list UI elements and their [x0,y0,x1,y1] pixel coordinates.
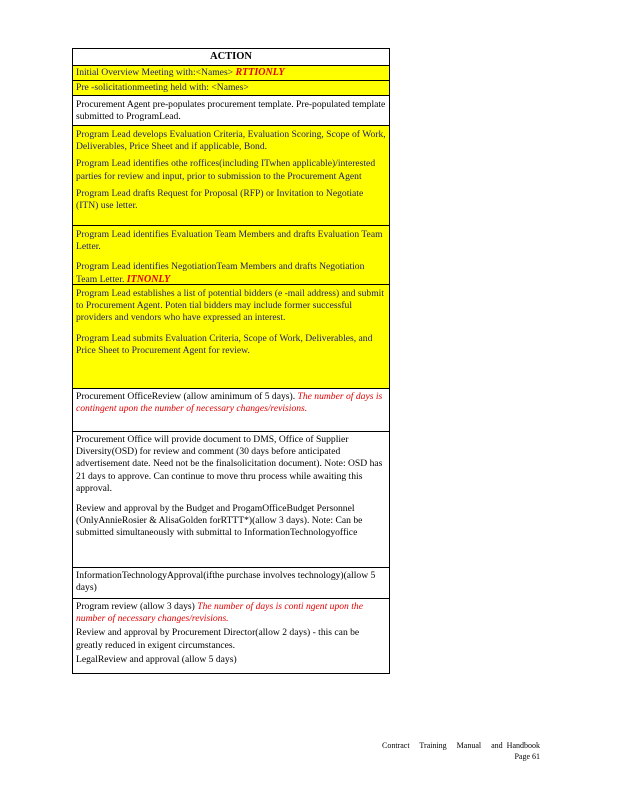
row-initial-overview [73,66,389,81]
paragraph [76,601,386,625]
row-it-approval [73,568,389,599]
paragraph: Procurement Office will provide document to DMS, Office of Supplier Diversity(OSD) for review and comment (30 days before anticipated advertisement date. Need not be the finalsolicitation document). Note: OSD has 21 days to approve. Can continue to move thru process while awaiting this approval. [76,434,383,494]
paragraph: Program Lead identifies othe roffices(including ITwhen applicable)/interested parties for review and input, prior to submission to the Procurement Agent [76,158,376,182]
paragraph-text: Program review (allow 3 days) [76,601,198,612]
row-text: Procurement OfficeReview (allow aminimum of 5 days). [76,391,298,402]
row-text: Procurement Agent pre-populates procurement template. Pre-populated template submitted to ProgramLead. [76,99,386,123]
page-number: Page 61 [514,752,540,761]
row-program-review [73,599,389,673]
row-note: The number of days is contingent upon the number of necessary changes/revisions. [76,391,383,415]
row-osd-review [73,432,389,568]
paragraph: Program Lead develops Evaluation Criteria, Evaluation Scoring, Scope of Work, Deliverables, Price Sheet and if applicable, Bond. [76,129,386,153]
rtti-only-tag: RTTIONLY [235,67,285,78]
row-procurement-template [73,96,389,126]
row-potential-bidders [73,285,389,389]
row-text: Initial Overview Meeting with:<Names> [76,67,236,78]
row-program-lead-develops [73,126,389,226]
row-note: The number of days is conti ngent upon the number of necessary changes/revisions. [76,601,363,625]
footer-title: Contract Training Manual and Handbook [382,741,540,750]
row-procurement-office-review [73,389,389,432]
table-header: ACTION [73,49,389,66]
itn-only-tag: ITNONLY [126,273,171,285]
page-footer [382,740,540,762]
paragraph: Program Lead submits Evaluation Criteria, Scope of Work, Deliverables, and Price Sheet to Procurement Agent for review. [76,332,373,356]
row-text: Pre -solicitationmeeting held with: <Names> [76,82,249,93]
paragraph: Review and approval by the Budget and ProgamOfficeBudget Personnel (OnlyAnnieRosier & AlisaGolden forRTTT*)(allow 3 days). Note: Can be submitted simultaneously with submittal to InformationTechnologyoffice [76,503,363,539]
paragraph [76,261,386,285]
row-text: InformationTechnologyApproval(ifthe purchase involves technology)(allow 5 days) [76,570,376,594]
paragraph-text: Program Lead identifies NegotiationTeam Members and drafts Negotiation Team Letter. [76,261,365,285]
paragraph: LegalReview and approval (allow 5 days) [76,653,237,665]
row-evaluation-team [73,226,389,285]
action-table [72,48,390,674]
paragraph: Program Lead drafts Request for Proposal (RFP) or Invitation to Negotiate (ITN) use letter. [76,187,364,212]
paragraph: Program Lead establishes a list of potential bidders (e -mail address) and submit to Procurement Agent. Poten tial bidders may include former successful providers and vendors who have expressed an interest. [76,288,384,324]
row-pre-solicitation [73,81,389,96]
paragraph: Program Lead identifies Evaluation Team Members and drafts Evaluation Team Letter. [76,229,383,253]
paragraph: Review and approval by Procurement Director(allow 2 days) - this can be greatly reduced in exigent circumstances. [76,627,360,651]
